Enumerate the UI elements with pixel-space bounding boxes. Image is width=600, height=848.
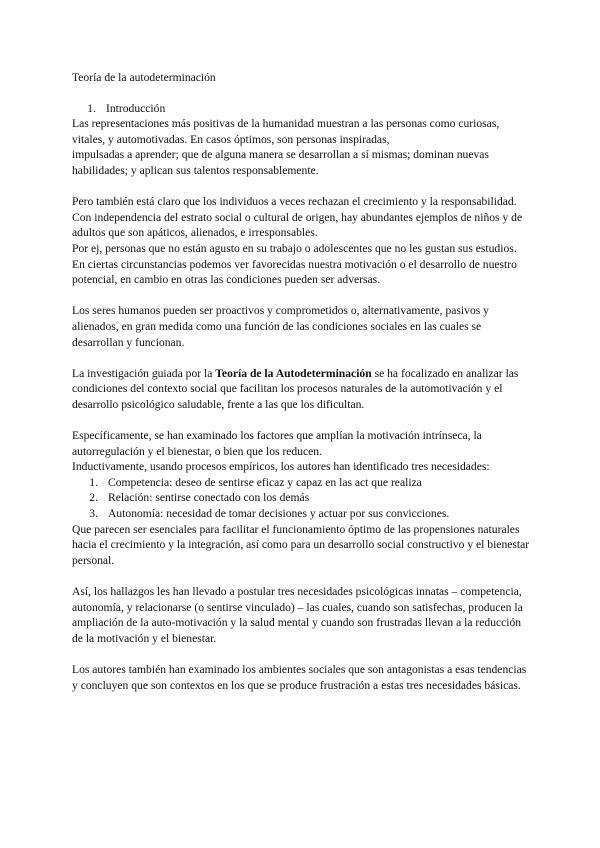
paragraph-2: Pero también está claro que los individuos a veces rechazan el crecimiento y la responsabilidad. Con independencia del estrato social o cultural de origen, hay abundantes ejemplos de niños y de adultos que son apáticos, alienados, e irresponsables. (72, 195, 523, 240)
paragraph-2b: Por ej, personas que no están agusto en su trabajo o adolescentes que no les gustan sus estudios. En ciertas circunstancias podemos ver favorecidas nuestra motivación o el desarrollo de nuestro potencial, en cambio en otras las condiciones pueden ser adversas. (72, 241, 517, 287)
paragraph-5b: Inductivamente, usando procesos empíricos, los autores han identificado tres necesidades: (72, 460, 490, 474)
list-item-number: 3. (89, 507, 98, 521)
needs-list (72, 475, 530, 522)
intro-heading-list (72, 101, 530, 117)
document-title: Teoría de la autodeterminación (72, 71, 216, 84)
paragraph-4-pre: La investigación guiada por la (72, 366, 216, 380)
paragraph-4 (72, 366, 530, 413)
paragraph-5: Específicamente, se han examinado los factores que amplían la motivación intrínseca, la autorregulación y el bienestar, o bien que los reducen. (72, 429, 482, 458)
list-item (72, 506, 530, 522)
list-item-number: 2. (89, 491, 98, 505)
paragraph-8: Los autores también han examinado los ambientes sociales que son antagonistas a esas tendencias y concluyen que son contextos en los que se produce frustración a estas tres necesidades básicas. (72, 662, 527, 692)
paragraph-3: Los seres humanos pueden ser proactivos y comprometidos o, alternativamente, pasivos y alienados, en gran medida como una función de las condiciones sociales en las cuales se desarrollan y funcionan. (72, 304, 489, 349)
list-item (72, 490, 530, 506)
paragraph-7: Así, los hallazgos les han llevado a postular tres necesidades psicológicas innatas – competencia, autonomía, y relacionarse (o sentirse vinculado) – las cuales, cuando son satisfechas, producen la ampliación de la auto-motivación y la salud mental y cuando son frustradas llevan a la reducción de la motivación y el bienestar. (72, 585, 523, 645)
list-item (72, 475, 530, 491)
list-item-text: Relación: sentirse conectado con los demás (108, 491, 310, 505)
list-item-text: Competencia: deseo de sentirse eficaz y capaz en las act que realiza (108, 475, 422, 489)
paragraph-1b: impulsadas a aprender; que de alguna manera se desarrollan a sí mismas; dominan nuevas habilidades; y aplican sus talentos responsablemente. (72, 148, 489, 177)
intro-heading (72, 101, 530, 117)
list-item-text: Autonomía: necesidad de tomar decisiones y actuar por sus convicciones. (108, 507, 450, 521)
paragraph-6: Que parecen ser esenciales para facilitar el funcionamiento óptimo de las propensiones naturales hacia el crecimiento y la integración, así como para un desarrollo social constructivo y el bienestar personal. (72, 522, 530, 567)
paragraph-1: Las representaciones más positivas de la humanidad muestran a las personas como curiosas, vitales, y automotivadas. En casos óptimos, son personas inspiradas, (72, 117, 500, 146)
list-item-number: 1. (89, 475, 98, 489)
theory-name-bold: Teoría de la Autodeterminación (215, 366, 372, 380)
paragraph-4-post: se ha focalizado en analizar las condiciones del contexto social que facilitan los procesos naturales de la automotivación y el desarrollo psicológico saludable, frente a las que los dificultan. (72, 366, 519, 411)
intro-heading-number: 1. (87, 101, 96, 115)
intro-heading-label: Introducción (106, 101, 166, 115)
